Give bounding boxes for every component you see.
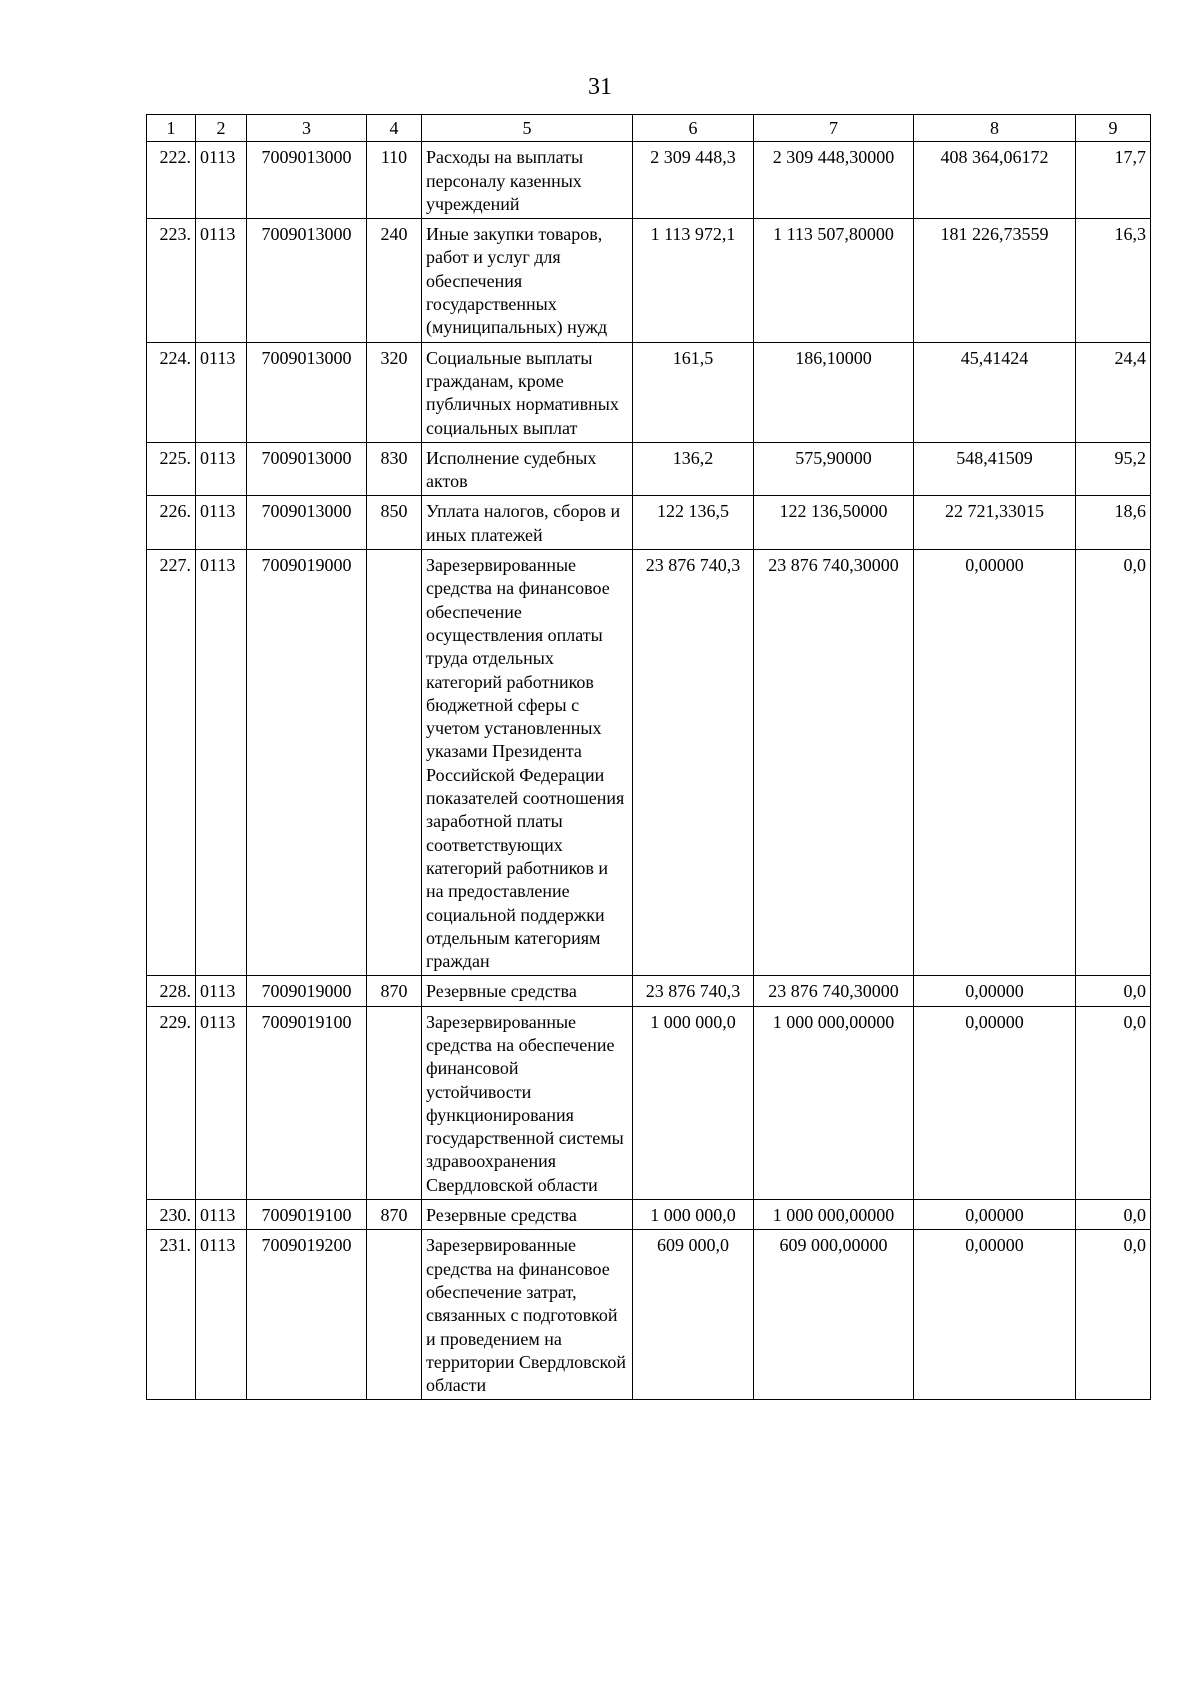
value-col-8: 408 364,06172 [914, 142, 1076, 219]
row-number: 223. [147, 219, 196, 342]
column-header: 9 [1076, 115, 1151, 142]
expense-name: Иные закупки товаров, работ и услуг для обеспечения государственных (муниципальных) нужд [422, 219, 633, 342]
target-item-code: 7009013000 [247, 342, 367, 442]
table-header-row [147, 115, 1151, 142]
row-number: 226. [147, 496, 196, 550]
value-col-6: 23 876 740,3 [633, 550, 754, 976]
section-code: 0113 [196, 976, 247, 1006]
value-col-6: 136,2 [633, 442, 754, 496]
section-code: 0113 [196, 442, 247, 496]
table-row [147, 442, 1151, 496]
section-code: 0113 [196, 1230, 247, 1400]
expense-name: Резервные средства [422, 1200, 633, 1230]
row-number: 230. [147, 1200, 196, 1230]
table-row [147, 496, 1151, 550]
value-col-7: 1 000 000,00000 [754, 1200, 914, 1230]
target-item-code: 7009013000 [247, 142, 367, 219]
row-number: 227. [147, 550, 196, 976]
column-header: 8 [914, 115, 1076, 142]
column-header: 4 [367, 115, 422, 142]
value-col-6: 23 876 740,3 [633, 976, 754, 1006]
expense-type-code: 870 [367, 976, 422, 1006]
row-number: 225. [147, 442, 196, 496]
column-header: 7 [754, 115, 914, 142]
value-col-7: 1 000 000,00000 [754, 1006, 914, 1199]
value-col-8: 0,00000 [914, 1006, 1076, 1199]
value-col-7: 609 000,00000 [754, 1230, 914, 1400]
table-row [147, 342, 1151, 442]
value-col-7: 2 309 448,30000 [754, 142, 914, 219]
column-header: 6 [633, 115, 754, 142]
value-col-8: 0,00000 [914, 976, 1076, 1006]
value-col-7: 186,10000 [754, 342, 914, 442]
expense-type-code: 240 [367, 219, 422, 342]
value-col-6: 1 113 972,1 [633, 219, 754, 342]
percent-col-9: 0,0 [1076, 1006, 1151, 1199]
expense-type-code [367, 1230, 422, 1400]
percent-col-9: 16,3 [1076, 219, 1151, 342]
target-item-code: 7009019100 [247, 1006, 367, 1199]
expense-type-code [367, 1006, 422, 1199]
table-row [147, 1200, 1151, 1230]
value-col-8: 0,00000 [914, 1200, 1076, 1230]
value-col-7: 575,90000 [754, 442, 914, 496]
expense-name: Зарезервированные средства на финансовое обеспечение осуществления оплаты труда отдельных категорий работников бюджетной сферы с учетом установленных указами Президента Российской Федерации показателей соотношения заработной платы соответствующих категорий работников и на предоставление социальной поддержки отдельным категориям граждан [422, 550, 633, 976]
value-col-6: 609 000,0 [633, 1230, 754, 1400]
value-col-7: 23 876 740,30000 [754, 976, 914, 1006]
percent-col-9: 0,0 [1076, 550, 1151, 976]
table-row [147, 976, 1151, 1006]
expense-type-code: 110 [367, 142, 422, 219]
expense-type-code: 870 [367, 1200, 422, 1230]
expense-type-code [367, 550, 422, 976]
expense-name: Исполнение судебных актов [422, 442, 633, 496]
table-row [147, 142, 1151, 219]
value-col-7: 1 113 507,80000 [754, 219, 914, 342]
target-item-code: 7009013000 [247, 442, 367, 496]
expense-name: Социальные выплаты гражданам, кроме публичных нормативных социальных выплат [422, 342, 633, 442]
value-col-8: 0,00000 [914, 1230, 1076, 1400]
column-header: 5 [422, 115, 633, 142]
section-code: 0113 [196, 496, 247, 550]
target-item-code: 7009013000 [247, 496, 367, 550]
target-item-code: 7009019200 [247, 1230, 367, 1400]
value-col-8: 45,41424 [914, 342, 1076, 442]
table-row [147, 219, 1151, 342]
expense-name: Зарезервированные средства на финансовое обеспечение затрат, связанных с подготовкой и проведением на территории Свердловской области [422, 1230, 633, 1400]
section-code: 0113 [196, 550, 247, 976]
section-code: 0113 [196, 342, 247, 442]
column-header: 3 [247, 115, 367, 142]
column-header: 1 [147, 115, 196, 142]
percent-col-9: 17,7 [1076, 142, 1151, 219]
value-col-6: 122 136,5 [633, 496, 754, 550]
target-item-code: 7009019000 [247, 550, 367, 976]
section-code: 0113 [196, 142, 247, 219]
value-col-6: 161,5 [633, 342, 754, 442]
value-col-6: 2 309 448,3 [633, 142, 754, 219]
table-row [147, 550, 1151, 976]
percent-col-9: 0,0 [1076, 976, 1151, 1006]
percent-col-9: 95,2 [1076, 442, 1151, 496]
expense-type-code: 830 [367, 442, 422, 496]
target-item-code: 7009019000 [247, 976, 367, 1006]
value-col-6: 1 000 000,0 [633, 1200, 754, 1230]
column-header: 2 [196, 115, 247, 142]
value-col-7: 122 136,50000 [754, 496, 914, 550]
table-row [147, 1230, 1151, 1400]
target-item-code: 7009019100 [247, 1200, 367, 1230]
percent-col-9: 0,0 [1076, 1200, 1151, 1230]
expense-name: Зарезервированные средства на обеспечение финансовой устойчивости функционирования государственной системы здравоохранения Свердловской области [422, 1006, 633, 1199]
row-number: 231. [147, 1230, 196, 1400]
expense-name: Расходы на выплаты персоналу казенных учреждений [422, 142, 633, 219]
row-number: 224. [147, 342, 196, 442]
percent-col-9: 18,6 [1076, 496, 1151, 550]
row-number: 222. [147, 142, 196, 219]
value-col-7: 23 876 740,30000 [754, 550, 914, 976]
value-col-6: 1 000 000,0 [633, 1006, 754, 1199]
value-col-8: 181 226,73559 [914, 219, 1076, 342]
row-number: 229. [147, 1006, 196, 1199]
value-col-8: 22 721,33015 [914, 496, 1076, 550]
percent-col-9: 24,4 [1076, 342, 1151, 442]
target-item-code: 7009013000 [247, 219, 367, 342]
page-number: 31 [588, 74, 612, 100]
value-col-8: 0,00000 [914, 550, 1076, 976]
percent-col-9: 0,0 [1076, 1230, 1151, 1400]
expense-name: Резервные средства [422, 976, 633, 1006]
value-col-8: 548,41509 [914, 442, 1076, 496]
section-code: 0113 [196, 1200, 247, 1230]
section-code: 0113 [196, 219, 247, 342]
row-number: 228. [147, 976, 196, 1006]
expense-type-code: 850 [367, 496, 422, 550]
budget-table [146, 114, 1151, 1400]
table-row [147, 1006, 1151, 1199]
section-code: 0113 [196, 1006, 247, 1199]
expense-name: Уплата налогов, сборов и иных платежей [422, 496, 633, 550]
expense-type-code: 320 [367, 342, 422, 442]
